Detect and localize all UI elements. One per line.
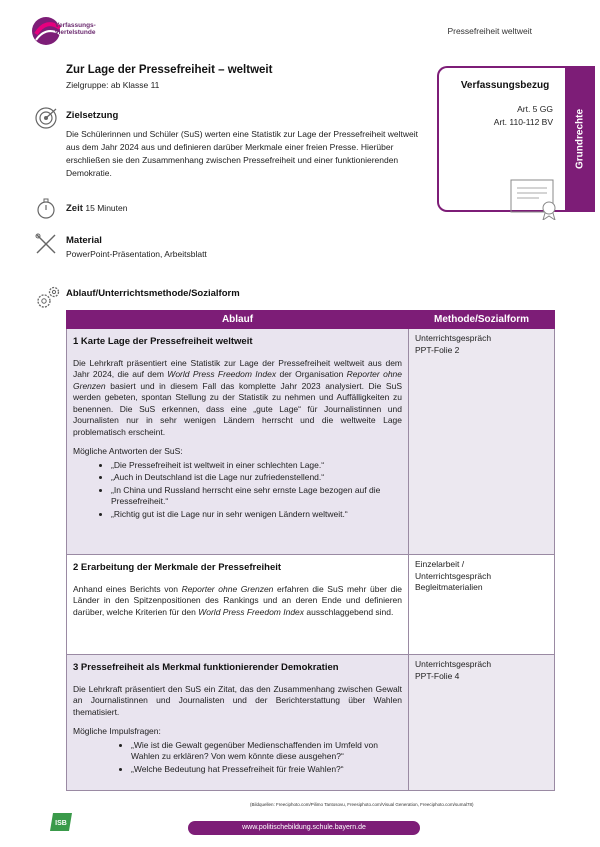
col-header-ablauf: Ablauf	[67, 311, 409, 329]
step3-method-cell	[409, 655, 555, 791]
zielsetzung-text: Die Schülerinnen und Schüler (SuS) werten eine Statistik zur Lage der Pressefreiheit weltweit aus dem Jahr 2024 aus und definieren darüber Merkmale einer freien Presse. Hierüber erschließen sie den Zusammenhang zwischen Pressefreiheit und einer funktionierenden Demokratie.	[66, 129, 418, 178]
logo-text	[55, 22, 96, 36]
ablauf-table	[66, 310, 555, 791]
step1-text-e: basiert und in diesem Fall das komplette Jahr 2023 analysiert. Die SuS werden gebeten, spontan Stellung zu der Statistik zu nehmen und Auffälligkeiten zu benennen. Die SuS erkennen, dass eine „gute Lage“ für Journalistinnen und Journalisten nur in sehr wenigen Ländern herrscht und die weltweite Lage problematisch erscheint.	[73, 380, 402, 437]
step1-text-b: World Press Freedom Index	[167, 369, 277, 379]
step2-method-3: Begleitmaterialien	[415, 582, 483, 592]
step1-text-a: Die Lehrkraft präsentiert eine Statistik zur Lage der Pressefreiheit weltweit aus dem Jahr 2024, die auf dem	[73, 357, 402, 379]
step1-method-cell	[409, 329, 555, 555]
list-item: • „In China und Russland herrscht eine sehr ernste Lage bezogen auf die Pressefreiheit.“	[111, 485, 402, 508]
target-icon	[34, 106, 58, 130]
step2-title: 2 Erarbeitung der Merkmale der Pressefreiheit	[73, 562, 282, 573]
step1-text-d: Reporter ohne Grenzen	[73, 369, 403, 391]
step1-paragraph	[73, 358, 402, 439]
grundrechte-label: Grundrechte	[574, 108, 586, 170]
step2-text-c: erfahren die SuS mehr über die Länder in den Spitzenpositionen des Rankings und an deren Ende und definieren darüber, welche Kriterien für den	[73, 583, 402, 617]
stopwatch-icon	[34, 196, 58, 220]
zeit-row	[66, 203, 127, 214]
step1-title: 1 Karte Lage der Pressefreiheit weltweit	[73, 336, 253, 347]
page-title: Zur Lage der Pressefreiheit – weltweit	[66, 64, 273, 76]
impulses-label: Mögliche Impulsfragen:	[73, 726, 161, 736]
verfassungsbezug-title: Verfassungsbezug	[460, 80, 550, 91]
material-text: PowerPoint-Präsentation, Arbeitsblatt	[66, 249, 207, 259]
step1-text-c: der Organisation	[276, 369, 347, 379]
list-item: • „Auch in Deutschland ist die Lage nur zufriedenstellend.“	[111, 472, 402, 484]
gears-icon	[34, 284, 62, 308]
step1-method-1: Unterrichtsgespräch	[415, 333, 492, 343]
verfassungsbezug-box	[437, 66, 595, 212]
step2-text-d: World Press Freedom Index	[198, 606, 305, 617]
logo-line-1: Verfassungs-	[55, 22, 96, 29]
answers-list	[73, 460, 402, 521]
zeit-value: 15 Minuten	[85, 203, 128, 213]
zeit-label: Zeit	[66, 203, 83, 214]
impulses-list	[73, 740, 402, 776]
step2-cell	[67, 555, 409, 655]
step3-method-1: Unterrichtsgespräch	[415, 659, 492, 669]
step2-method-2: Unterrichtsgespräch	[415, 570, 492, 581]
tools-icon	[34, 232, 58, 256]
header-title: Pressefreiheit weltweit	[447, 26, 532, 36]
image-credits: (Bildquellen: Freeciphoto.com/Pilimo Tantosovu, Freesiphoto.com/Visual Generation, Freeciphoto.com/sumal78)	[250, 802, 474, 807]
list-item: • „Welche Bedeutung hat Pressefreiheit für freie Wahlen?“	[131, 764, 402, 776]
isb-badge-icon	[50, 813, 72, 831]
step3-cell	[67, 655, 409, 791]
target-group: Zielgruppe: ab Klasse 11	[66, 80, 160, 90]
material-heading: Material	[66, 235, 102, 246]
footer-url-link[interactable]: www.politischebildung.schule.bayern.de	[242, 824, 366, 831]
grundrechte-strip	[565, 66, 595, 212]
step2-method-cell	[409, 555, 555, 655]
list-item: • „Richtig gut ist die Lage nur in sehr wenigen Ländern weltweit.“	[111, 509, 402, 521]
step1-cell	[67, 329, 409, 555]
verfassungsbezug-line-2: Art. 110-112 BV	[493, 117, 553, 127]
step2-text-a: Anhand eines Berichts von	[73, 583, 182, 594]
logo-line-2: viertelstunde	[55, 29, 96, 36]
step2-method-1: Einzelarbeit /	[415, 559, 465, 569]
answers-label: Mögliche Antworten der SuS:	[73, 446, 183, 456]
list-item: • „Die Pressefreiheit ist weltweit in einer schlechten Lage.“	[111, 460, 402, 472]
table-row	[67, 329, 555, 555]
step3-paragraph: Die Lehrkraft präsentiert den SuS ein Zitat, das den Zusammenhang zwischen Gewalt an Journalistinnen und Journalisten und der Berichterstattung über Wahlen thematisiert.	[73, 683, 402, 717]
step1-method-2: PPT-Folie 2	[415, 344, 460, 355]
ablauf-heading: Ablauf/Unterrichtsmethode/Sozialform	[66, 288, 240, 299]
step3-method-2: PPT-Folie 4	[415, 670, 460, 681]
col-header-methode: Methode/Sozialform	[409, 311, 555, 329]
isb-logo	[50, 813, 72, 831]
zielsetzung-heading: Zielsetzung	[66, 110, 119, 121]
isb-text: ISB	[55, 820, 67, 827]
verfassungsbezug-line-1: Art. 5 GG	[517, 104, 553, 114]
certificate-icon	[507, 176, 563, 220]
table-row	[67, 655, 555, 791]
step2-text-b: Reporter ohne Grenzen	[181, 583, 274, 594]
step3-title: 3 Pressefreiheit als Merkmal funktionierender Demokratien	[73, 662, 339, 673]
step2-text-e: ausschlaggebend sind.	[304, 606, 394, 617]
list-item: • „Wie ist die Gewalt gegenüber Medienschaffenden im Umfeld von Wahlen zu erklären? Von wem könnte diese ausgehen?“	[131, 740, 402, 763]
table-row	[67, 555, 555, 655]
step2-paragraph	[73, 584, 402, 619]
